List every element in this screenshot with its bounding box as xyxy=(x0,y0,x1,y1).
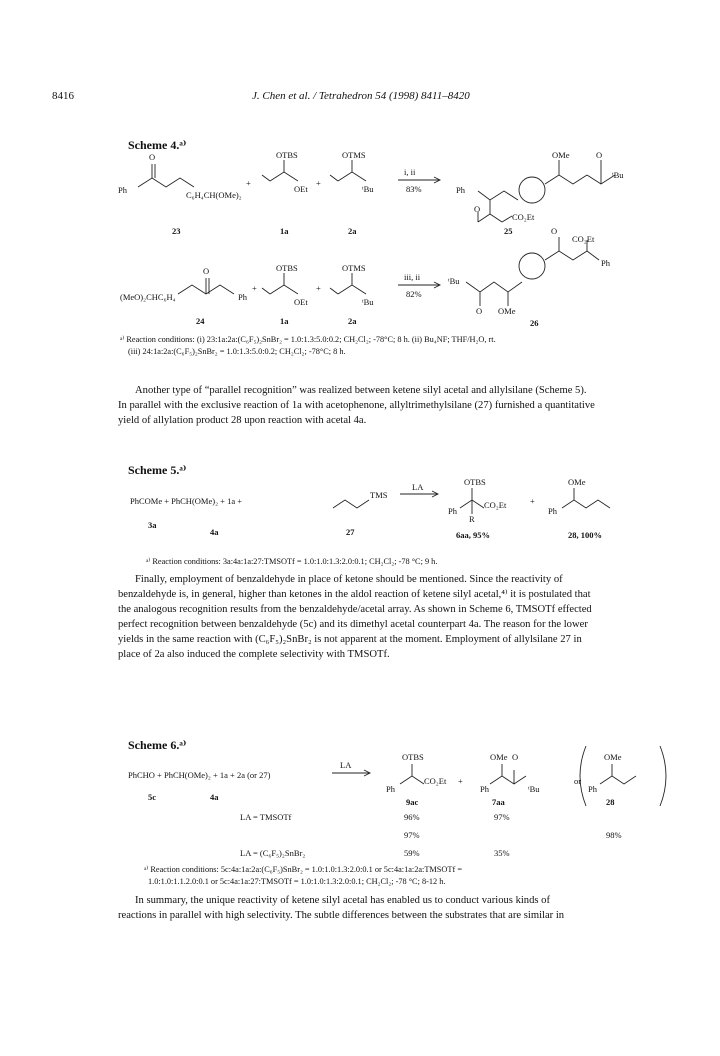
s5-label-4a: 4a xyxy=(210,527,219,537)
scheme6-tbu: ᵗBu xyxy=(528,784,540,794)
scheme5-ph2: Ph xyxy=(548,506,557,516)
scheme5-ome: OMe xyxy=(568,477,586,487)
s6-label-7aa: 7aa xyxy=(492,797,505,807)
s4-r1-label-23: 23 xyxy=(172,226,181,236)
scheme5-otbs: OTBS xyxy=(464,477,486,487)
s4-r1-carbonyl-o: O xyxy=(149,152,156,162)
s6-row1-la: LA = TMSOTf xyxy=(240,812,292,822)
scheme6-equation: PhCHO + PhCH(OMe)₂ + 1a + 2a (or 27) xyxy=(128,770,271,780)
scheme6-co2et: CO₂Et xyxy=(424,776,447,786)
s4-r1-label-2a: 2a xyxy=(348,226,357,236)
s6-row3-7aa: 35% xyxy=(494,848,510,858)
s6-row2-28: 98% xyxy=(606,830,622,840)
s4-r1-conditions: i, ii xyxy=(404,167,416,177)
s6-row3-9ac: 59% xyxy=(404,848,420,858)
scheme6-otbs: OTBS xyxy=(402,752,424,762)
s5-label-3a: 3a xyxy=(148,520,157,530)
s4-r2-oet: OEt xyxy=(294,297,308,307)
s4-r1-label-25: 25 xyxy=(504,226,513,236)
s4-r2-prod-tbu: ᵗBu xyxy=(448,276,460,286)
s6-label-5c: 5c xyxy=(148,792,157,802)
s4-r1-prod-o: O xyxy=(596,150,603,160)
s4-r1-otms: OTMS xyxy=(342,150,366,160)
scheme5-co2et: CO₂Et xyxy=(484,500,507,510)
s4-r2-prod-o2: O xyxy=(476,306,483,316)
page-number: 8416 xyxy=(52,90,74,102)
s4-r1-prod-o2: O xyxy=(474,204,481,214)
s4-r2-reactant-ph: Ph xyxy=(238,292,247,302)
s6-label-4a: 4a xyxy=(210,792,219,802)
s6-row3-la: LA = (C₆F₅)₂SnBr₂ xyxy=(240,848,306,858)
s4-r2-label-26: 26 xyxy=(530,318,539,328)
scheme6-ome: OMe xyxy=(490,752,508,762)
paragraph-3-line-1: In summary, the unique reactivity of ketene silyl acetal has enabled us to conduct various kinds of xyxy=(135,895,550,906)
scheme5-equation: PhCOMe + PhCH(OMe)₂ + 1a + xyxy=(130,496,243,506)
paragraph-2-line-6: place of 2a also induced the complete selectivity with TMSOTf. xyxy=(118,649,390,660)
paragraph-1-line-1: Another type of “parallel recognition” was realized between ketene silyl acetal and allylsilane (Scheme 5). xyxy=(135,385,587,396)
scheme6-ph-2: Ph xyxy=(480,784,489,794)
s4-r1-prod-tbu: ᵗBu xyxy=(612,170,624,180)
paragraph-2 xyxy=(118,572,635,662)
s5-product-2: 28, 100% xyxy=(568,530,602,540)
s4-r1-prod-co2et: CO₂Et xyxy=(512,212,535,222)
scheme6-note-2: 1.0:1.0:1.1.2.0:0.1 or 5c:4a:1a:27:TMSOTf = 1.0:1.0:1.3:2.0:0.1; CH₂Cl₂; -78 °C; 8-12 h. xyxy=(148,877,446,886)
paragraph-2-line-4: perfect recognition between benzaldehyde (5c) and its dimethyl acetal counterpart 4a. The reason for the lower xyxy=(118,619,588,630)
s4-r2-yield: 82% xyxy=(406,289,422,299)
s4-r2-plus-1: + xyxy=(252,283,257,293)
scheme5-la: LA xyxy=(412,482,424,492)
s4-r2-prod-co2et: CO₂Et xyxy=(572,234,595,244)
scheme6-note-1: ᵃ⁾ Reaction conditions: 5c:4a:1a:2a:(C₆F₅)SnBr₂ = 1.0:1.0:1.3:2.0:0.1 or 5c:4a:1a:2a:TMSOTf = xyxy=(144,865,462,874)
scheme4-note-1: ᵃ⁾ Reaction conditions: (i) 23:1a:2a:(C₆F₅)₂SnBr₂ = 1.0:1.3:5.0:0.2; CH₂Cl₂; -78°C; 8 h. (ii) Bu₄NF; THF/H₂O, rt. xyxy=(120,335,496,344)
scheme4-note-2: (iii) 24:1a:2a:(C₆F₅)₂SnBr₂ = 1.0:1.3:5.0:0.2; CH₂Cl₂; -78°C; 8 h. xyxy=(128,347,346,356)
scheme6-plus: + xyxy=(458,776,463,786)
s4-r2-prod-ome: OMe xyxy=(498,306,516,316)
scheme5-plus: + xyxy=(530,496,535,506)
scheme4-title: Scheme 4.ᵃ⁾ xyxy=(128,138,187,152)
scheme5-tms: TMS xyxy=(370,490,388,500)
scheme6-title: Scheme 6.ᵃ⁾ xyxy=(128,738,187,752)
s4-r1-prod-ome: OMe xyxy=(552,150,570,160)
scheme6-or: or xyxy=(574,776,582,786)
paragraph-3-line-2: reactions in parallel with high selectivity. The subtle differences between the substrates that are similar in xyxy=(118,910,565,921)
s4-r1-label-1a: 1a xyxy=(280,226,289,236)
s4-r2-otms: OTMS xyxy=(342,263,366,273)
paragraph-1-line-3: yield of allylation product 28 upon reaction with acetal 4a. xyxy=(118,415,367,426)
s4-r2-carbonyl-o: O xyxy=(203,266,210,276)
scheme6-ph3: Ph xyxy=(588,784,597,794)
scheme6-ome2: OMe xyxy=(604,752,622,762)
s4-r2-label-1a: 1a xyxy=(280,316,289,326)
s6-row2-9ac: 97% xyxy=(404,830,420,840)
s4-r2-plus-2: + xyxy=(316,283,321,293)
paragraph-2-line-1: Finally, employment of benzaldehyde in place of ketone should be mentioned. Since the reactivity of xyxy=(135,574,563,585)
paragraph-1-line-2: In parallel with the exclusive reaction of 1a with acetophenone, allyltrimethylsilane (27) furnished a quantitative xyxy=(118,400,595,411)
s5-product-1: 6aa, 95% xyxy=(456,530,490,540)
s4-r2-otbs: OTBS xyxy=(276,263,298,273)
s4-r1-reactant-ph: Ph xyxy=(118,185,127,195)
s4-r2-label-24: 24 xyxy=(196,316,205,326)
s4-r2-conditions: iii, ii xyxy=(404,272,421,282)
scheme5-note: ᵃ⁾ Reaction conditions: 3a:4a:1a:27:TMSOTf = 1.0:1.0:1.3:2.0:0.1; CH₂Cl₂; -78 °C; 9 h. xyxy=(146,557,438,566)
paragraph-1 xyxy=(118,383,635,428)
s4-r2-reactant-sub: (MeO)₂CHC₆H₄ xyxy=(120,292,176,302)
scheme5-r: R xyxy=(469,514,475,524)
s4-r1-plus-1: + xyxy=(246,178,251,188)
scheme6-o: O xyxy=(512,752,519,762)
running-title: J. Chen et al. / Tetrahedron 54 (1998) 8411–8420 xyxy=(252,90,470,102)
paragraph-2-line-3: the analogous recognition results from the benzaldehyde/acetal array. As shown in Scheme 6, TMSOTf effected xyxy=(118,604,592,615)
s6-row1-9ac: 96% xyxy=(404,812,420,822)
s6-row1-7aa: 97% xyxy=(494,812,510,822)
scheme5-ph: Ph xyxy=(448,506,457,516)
scheme6-la: LA xyxy=(340,760,352,770)
scheme6-ph: Ph xyxy=(386,784,395,794)
s4-r1-oet: OEt xyxy=(294,184,308,194)
paragraph-3 xyxy=(118,893,635,923)
s6-label-28: 28 xyxy=(606,797,615,807)
scheme5-title: Scheme 5.ᵃ⁾ xyxy=(128,463,187,477)
s4-r1-prod-ph: Ph xyxy=(456,185,465,195)
s6-label-9ac: 9ac xyxy=(406,797,419,807)
s4-r2-tbu: ᵗBu xyxy=(362,297,374,307)
s4-r1-tbu: ᵗBu xyxy=(362,184,374,194)
s4-r1-reactant-sub: C₆H₄CH(OMe)₂ xyxy=(186,190,242,200)
s4-r2-prod-o: O xyxy=(551,226,558,236)
s4-r2-label-2a: 2a xyxy=(348,316,357,326)
s5-label-27: 27 xyxy=(346,527,355,537)
paragraph-2-line-2: benzaldehyde is, in general, higher than ketones in the aldol reaction of ketene silyl acetal,⁴⁾ it is postulated that xyxy=(118,589,591,600)
s4-r1-plus-2: + xyxy=(316,178,321,188)
paragraph-2-line-5: yields in the same reaction with (C₆F₅)₂SnBr₂ is not apparent at the moment. Employment of allylsilane 27 in xyxy=(118,634,582,645)
s4-r2-prod-ph: Ph xyxy=(601,258,610,268)
s4-r1-otbs: OTBS xyxy=(276,150,298,160)
s4-r1-yield: 83% xyxy=(406,184,422,194)
